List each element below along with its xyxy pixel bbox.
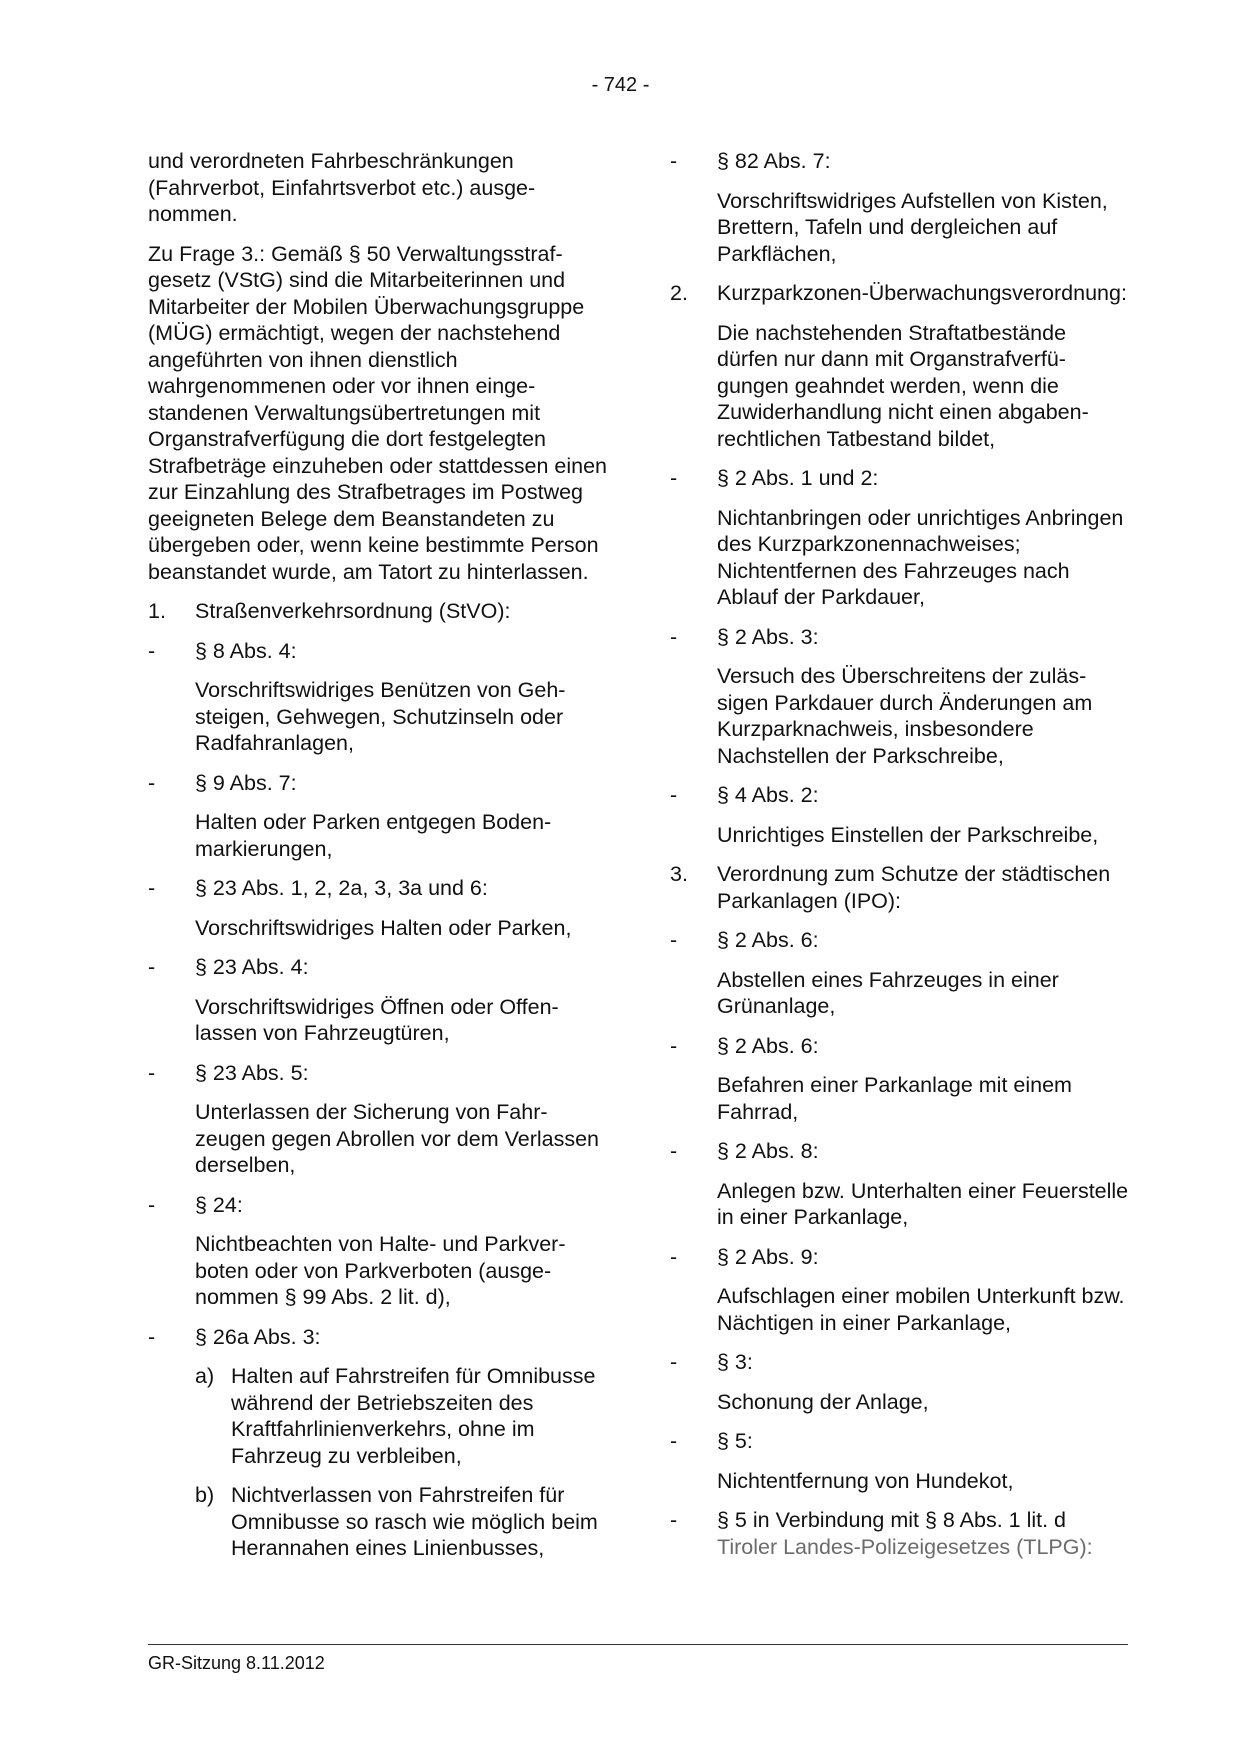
dash-item xyxy=(670,1244,1130,1271)
dash-marker: - xyxy=(148,1192,156,1217)
section-reference: § 2 Abs. 3: xyxy=(717,624,819,649)
list-number: 1. xyxy=(148,599,166,623)
sub-item-text: Halten auf Fahrstreifen für Omnibusse während der Betriebszeiten des Kraftfahrlinienverkehrs, ohne im Fahrzeug zu verbleiben, xyxy=(231,1364,596,1468)
dash-item xyxy=(148,1060,608,1087)
section-reference xyxy=(670,1507,1130,1560)
dash-item xyxy=(670,1507,1130,1560)
dash-item xyxy=(670,465,1130,492)
section-reference: § 2 Abs. 9: xyxy=(717,1244,819,1269)
dash-item xyxy=(148,954,608,981)
section-reference: § 23 Abs. 4: xyxy=(195,955,309,979)
dash-marker: - xyxy=(670,928,678,952)
sub-item-marker: a) xyxy=(195,1364,215,1388)
section-note: Die nachstehenden Straftatbestände dürfen nur dann mit Organstrafverfügungen geahndet werden, wenn die Zuwiderhandlung nicht einen abgabenrechtlichen Tatbestand bildet, xyxy=(717,320,1089,451)
dash-item xyxy=(148,1324,608,1351)
dash-marker: - xyxy=(670,1508,678,1532)
section-reference-line: § 5 in Verbindung mit § 8 Abs. 1 lit. d xyxy=(717,1508,1066,1532)
numbered-item-2 xyxy=(670,280,1130,307)
dash-item xyxy=(148,875,608,902)
offense-description: Anlegen bzw. Unterhalten einer Feuerstelle in einer Parkanlage, xyxy=(717,1178,1129,1229)
section-reference: § 24: xyxy=(195,1192,243,1217)
law-name-link[interactable]: Tiroler Landes-Polizeigesetzes (TLPG): xyxy=(717,1534,1093,1559)
paragraph-intro-continuation: und verordneten Fahrbeschränkungen (Fahrverbot, Einfahrtsverbot etc.) ausgenommen. xyxy=(148,149,536,226)
dash-marker: - xyxy=(670,783,678,807)
offense-description: Aufschlagen einer mobilen Unterkunft bzw. Nächtigen in einer Parkanlage, xyxy=(717,1284,1125,1335)
section-reference: § 2 Abs. 6: xyxy=(717,1033,819,1058)
dash-marker: - xyxy=(670,1429,678,1453)
dash-item xyxy=(670,1138,1130,1165)
list-item-text: Kurzparkzonen-Überwachungsverordnung: xyxy=(717,281,1127,305)
offense-description: Nichtanbringen oder unrichtiges Anbringen des Kurzparkzonennachweises; Nichtentfernen des Fahrzeuges nach Ablauf der Parkdauer, xyxy=(717,505,1124,609)
sub-item-text: Nichtverlassen von Fahrstreifen für Omnibusse so rasch wie möglich beim Herannahen eines Linienbusses, xyxy=(231,1483,598,1560)
offense-description: Vorschriftswidriges Benützen von Gehsteigen, Gehwegen, Schutzinseln oder Radfahranlagen, xyxy=(195,678,566,755)
offense-description: Versuch des Überschreitens der zulässigen Parkdauer durch Änderungen am Kurzparknachweis, insbesondere Nachstellen der Parkschreibe, xyxy=(717,664,1093,768)
offense-description: Unterlassen der Sicherung von Fahrzeugen gegen Abrollen vor dem Verlassen derselben, xyxy=(195,1100,599,1177)
dash-item xyxy=(670,1428,1130,1455)
dash-item xyxy=(670,148,1130,175)
dash-item xyxy=(670,1033,1130,1060)
dash-item xyxy=(670,1349,1130,1376)
section-reference: § 5: xyxy=(717,1429,753,1453)
offense-description: Nichtentfernung von Hundekot, xyxy=(717,1468,1014,1493)
sub-item-b xyxy=(195,1482,608,1562)
numbered-item-1 xyxy=(148,598,608,625)
sub-item-marker: b) xyxy=(195,1483,215,1507)
dash-marker: - xyxy=(148,876,156,900)
section-reference: § 2 Abs. 6: xyxy=(717,928,819,952)
section-reference: § 2 Abs. 8: xyxy=(717,1139,819,1163)
offense-description: Unrichtiges Einstellen der Parkschreibe, xyxy=(717,822,1099,847)
section-reference: § 9 Abs. 7: xyxy=(195,770,297,795)
dash-marker: - xyxy=(148,770,156,795)
offense-description: Nichtbeachten von Halte- und Parkverboten oder von Parkverboten (ausgenommen § 99 Abs. 2 lit. d), xyxy=(195,1232,566,1309)
right-column xyxy=(670,148,1130,1573)
section-reference: § 23 Abs. 1, 2, 2a, 3, 3a und 6: xyxy=(195,876,488,900)
dash-marker: - xyxy=(148,1060,156,1085)
list-item-text: Straßenverkehrsordnung (StVO): xyxy=(195,599,511,623)
dash-item xyxy=(148,1192,608,1219)
section-reference: § 2 Abs. 1 und 2: xyxy=(717,466,879,490)
dash-marker: - xyxy=(670,624,678,649)
dash-marker: - xyxy=(148,638,156,663)
page-number: - 742 - xyxy=(591,74,650,96)
footer-divider xyxy=(148,1644,1128,1645)
section-reference: § 4 Abs. 2: xyxy=(717,783,819,807)
section-reference: § 23 Abs. 5: xyxy=(195,1060,309,1085)
section-reference: § 82 Abs. 7: xyxy=(717,149,831,173)
dash-marker: - xyxy=(148,1324,156,1349)
list-item-text: Verordnung zum Schutze der städtischen Parkanlagen (IPO): xyxy=(717,862,1111,913)
section-reference: § 8 Abs. 4: xyxy=(195,638,297,663)
left-column xyxy=(148,148,608,1575)
list-number: 3. xyxy=(670,862,688,886)
dash-item xyxy=(148,770,608,797)
dash-item xyxy=(670,624,1130,651)
sub-item-a xyxy=(195,1363,608,1469)
dash-marker: - xyxy=(670,149,678,173)
offense-description: Vorschriftswidriges Halten oder Parken, xyxy=(195,915,572,940)
offense-description: Vorschriftswidriges Öffnen oder Offenlassen von Fahrzeugtüren, xyxy=(195,994,559,1045)
offense-description: Befahren einer Parkanlage mit einem Fahrrad, xyxy=(717,1073,1072,1124)
dash-marker: - xyxy=(670,1350,678,1374)
dash-marker: - xyxy=(148,955,156,979)
footer-session-date: GR-Sitzung 8.11.2012 xyxy=(148,1653,325,1673)
dash-marker: - xyxy=(670,1139,678,1163)
section-reference: § 3: xyxy=(717,1350,753,1374)
dash-marker: - xyxy=(670,1244,678,1269)
dash-item xyxy=(670,782,1130,809)
dash-item xyxy=(670,927,1130,954)
offense-description: Abstellen eines Fahrzeuges in einer Grünanlage, xyxy=(717,967,1059,1018)
section-reference: § 26a Abs. 3: xyxy=(195,1324,321,1349)
offense-description: Schonung der Anlage, xyxy=(717,1389,929,1414)
offense-description: Vorschriftswidriges Aufstellen von Kisten, Brettern, Tafeln und dergleichen auf Parkflächen, xyxy=(717,188,1108,266)
dash-marker: - xyxy=(670,1033,678,1058)
dash-item xyxy=(148,638,608,665)
numbered-item-3 xyxy=(670,861,1130,914)
list-number: 2. xyxy=(670,281,688,305)
dash-marker: - xyxy=(670,466,678,490)
paragraph-answer-question-3: Zu Frage 3.: Gemäß § 50 Verwaltungsstrafgesetz (VStG) sind die Mitarbeiterinnen und Mitarbeiter der Mobilen Überwachungsgruppe (MÜG) ermächtigt, wegen der nachstehend angeführten von ihnen dienstlich wahrgenommenen oder vor ihnen eingestandenen Verwaltungsübertretungen mit Organstrafverfügung die dort festgelegten Strafbeträge einzuheben oder stattdessen einen zur Einzahlung des Strafbetrages im Postweg geeigneten Belege dem Beanstandeten zu übergeben oder, wenn keine bestimmte Person beanstandet wurde, am Tatort zu hinterlassen. xyxy=(148,241,607,584)
offense-description: Halten oder Parken entgegen Bodenmarkierungen, xyxy=(195,810,552,861)
